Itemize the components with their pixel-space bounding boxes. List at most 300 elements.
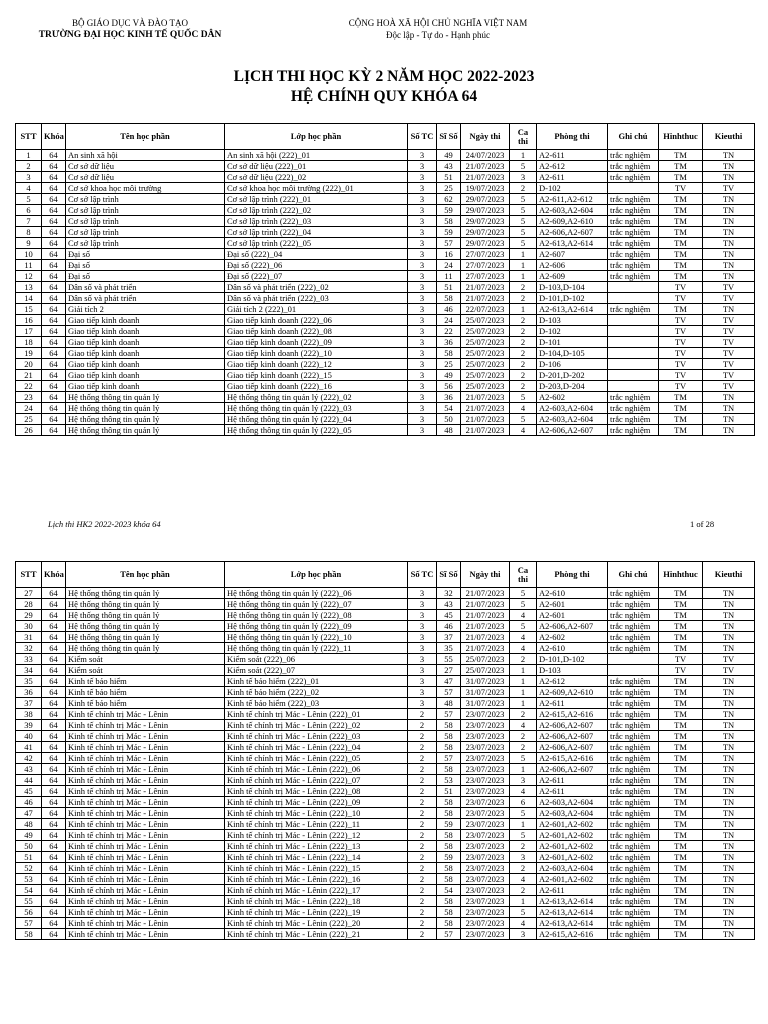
col-ghi-chu-cell: trắc nghiệm (608, 216, 659, 227)
col-si-so-header: Sĩ Số (437, 124, 461, 150)
table-row (16, 720, 755, 731)
col-khoa-cell: 64 (42, 731, 66, 742)
col-lop-hoc-phan-cell: Kinh tế chính trị Mác - Lênin (222)_01 (225, 709, 408, 720)
col-ca-thi-cell: 2 (510, 731, 537, 742)
col-ghi-chu-cell: trắc nghiệm (608, 392, 659, 403)
col-so-tc-cell: 3 (408, 414, 437, 425)
col-so-tc-cell: 2 (408, 720, 437, 731)
col-so-tc-cell: 2 (408, 775, 437, 786)
col-lop-hoc-phan-cell: Kinh tế chính trị Mác - Lênin (222)_02 (225, 720, 408, 731)
col-hinhthuc-cell: TM (659, 304, 703, 315)
col-ngay-thi-cell: 23/07/2023 (461, 786, 510, 797)
col-ghi-chu-cell: trắc nghiệm (608, 819, 659, 830)
col-stt-cell: 51 (16, 852, 42, 863)
col-hinhthuc-cell: TM (659, 227, 703, 238)
col-phong-thi-cell: A2-601,A2-602 (537, 819, 608, 830)
col-lop-hoc-phan-cell: Dân số và phát triển (222)_03 (225, 293, 408, 304)
col-hinhthuc-cell: TM (659, 194, 703, 205)
col-hinhthuc-cell: TM (659, 918, 703, 929)
col-kieuthi-cell: TN (703, 753, 755, 764)
col-khoa-cell: 64 (42, 676, 66, 687)
col-phong-thi-header: Phòng thi (537, 562, 608, 588)
col-lop-hoc-phan-cell: Hệ thống thông tin quản lý (222)_07 (225, 599, 408, 610)
col-so-tc-cell: 2 (408, 929, 437, 940)
col-khoa-cell: 64 (42, 819, 66, 830)
col-khoa-cell: 64 (42, 786, 66, 797)
col-ghi-chu-cell (608, 315, 659, 326)
col-ten-hoc-phan-cell: Giao tiếp kinh doanh (66, 326, 225, 337)
col-stt-cell: 49 (16, 830, 42, 841)
col-khoa-cell: 64 (42, 381, 66, 392)
col-kieuthi-cell: TN (703, 227, 755, 238)
col-so-tc-cell: 3 (408, 194, 437, 205)
col-ca-thi-header: Ca thi (510, 124, 537, 150)
col-phong-thi-cell: A2-603,A2-604 (537, 205, 608, 216)
col-kieuthi-cell: TV (703, 381, 755, 392)
col-ghi-chu-cell: trắc nghiệm (608, 161, 659, 172)
col-phong-thi-cell: A2-606,A2-607 (537, 731, 608, 742)
col-kieuthi-cell: TV (703, 315, 755, 326)
col-stt-cell: 37 (16, 698, 42, 709)
col-stt-cell: 9 (16, 238, 42, 249)
col-lop-hoc-phan-cell: Hệ thống thông tin quản lý (222)_04 (225, 414, 408, 425)
col-ngay-thi-cell: 27/07/2023 (461, 249, 510, 260)
table-row (16, 632, 755, 643)
col-lop-hoc-phan-cell: Kinh tế chính trị Mác - Lênin (222)_13 (225, 841, 408, 852)
table-row (16, 205, 755, 216)
col-ghi-chu-cell: trắc nghiệm (608, 425, 659, 436)
col-khoa-cell: 64 (42, 414, 66, 425)
col-ten-hoc-phan-cell: Hệ thống thông tin quản lý (66, 621, 225, 632)
col-lop-hoc-phan-cell: Giải tích 2 (222)_01 (225, 304, 408, 315)
col-stt-cell: 19 (16, 348, 42, 359)
col-so-tc-cell: 2 (408, 786, 437, 797)
col-lop-hoc-phan-cell: Kinh tế chính trị Mác - Lênin (222)_19 (225, 907, 408, 918)
col-phong-thi-cell: A2-601,A2-602 (537, 830, 608, 841)
col-khoa-cell: 64 (42, 337, 66, 348)
col-ghi-chu-cell: trắc nghiệm (608, 632, 659, 643)
col-hinhthuc-cell: TM (659, 863, 703, 874)
col-si-so-cell: 59 (437, 227, 461, 238)
col-hinhthuc-cell: TM (659, 643, 703, 654)
col-ngay-thi-cell: 23/07/2023 (461, 742, 510, 753)
col-ngay-thi-cell: 21/07/2023 (461, 621, 510, 632)
col-kieuthi-cell: TN (703, 808, 755, 819)
col-so-tc-cell: 3 (408, 161, 437, 172)
col-hinhthuc-cell: TM (659, 929, 703, 940)
col-kieuthi-cell: TV (703, 654, 755, 665)
col-si-so-cell: 59 (437, 819, 461, 830)
col-lop-hoc-phan-cell: Kinh tế chính trị Mác - Lênin (222)_09 (225, 797, 408, 808)
col-stt-cell: 41 (16, 742, 42, 753)
col-si-so-header: Sĩ Số (437, 562, 461, 588)
col-ten-hoc-phan-cell: Giao tiếp kinh doanh (66, 348, 225, 359)
col-ghi-chu-cell: trắc nghiệm (608, 841, 659, 852)
col-stt-cell: 44 (16, 775, 42, 786)
col-ca-thi-cell: 2 (510, 183, 537, 194)
col-si-so-cell: 22 (437, 326, 461, 337)
col-ca-thi-cell: 2 (510, 381, 537, 392)
col-kieuthi-cell: TN (703, 786, 755, 797)
col-hinhthuc-cell: TM (659, 687, 703, 698)
col-phong-thi-cell: A2-615,A2-616 (537, 709, 608, 720)
col-phong-thi-cell: A2-615,A2-616 (537, 929, 608, 940)
col-phong-thi-cell: D-201,D-202 (537, 370, 608, 381)
col-ghi-chu-cell (608, 326, 659, 337)
col-ngay-thi-cell: 23/07/2023 (461, 874, 510, 885)
col-ten-hoc-phan-cell: Kinh tế chính trị Mác - Lênin (66, 841, 225, 852)
col-phong-thi-cell: A2-606 (537, 260, 608, 271)
col-si-so-cell: 57 (437, 753, 461, 764)
col-si-so-cell: 58 (437, 918, 461, 929)
col-so-tc-cell: 3 (408, 326, 437, 337)
col-si-so-cell: 24 (437, 260, 461, 271)
table-row (16, 326, 755, 337)
col-ngay-thi-cell: 23/07/2023 (461, 753, 510, 764)
col-khoa-cell: 64 (42, 632, 66, 643)
col-si-so-cell: 16 (437, 249, 461, 260)
col-kieuthi-cell: TN (703, 621, 755, 632)
col-si-so-cell: 27 (437, 665, 461, 676)
col-lop-hoc-phan-cell: Kinh tế chính trị Mác - Lênin (222)_11 (225, 819, 408, 830)
table-row (16, 392, 755, 403)
col-khoa-cell: 64 (42, 907, 66, 918)
table-row (16, 654, 755, 665)
col-ten-hoc-phan-cell: Hệ thống thông tin quản lý (66, 403, 225, 414)
institution-header (20, 17, 240, 41)
col-kieuthi-cell: TN (703, 676, 755, 687)
col-lop-hoc-phan-cell: Kinh tế bảo hiểm (222)_02 (225, 687, 408, 698)
col-hinhthuc-cell: TV (659, 293, 703, 304)
col-kieuthi-cell: TV (703, 348, 755, 359)
col-so-tc-cell: 2 (408, 885, 437, 896)
national-header (318, 17, 558, 41)
col-ten-hoc-phan-cell: Kiểm soát (66, 665, 225, 676)
table-row (16, 150, 755, 161)
col-lop-hoc-phan-cell: Giao tiếp kinh doanh (222)_09 (225, 337, 408, 348)
col-kieuthi-cell: TN (703, 632, 755, 643)
col-kieuthi-cell: TN (703, 172, 755, 183)
table-row (16, 676, 755, 687)
col-kieuthi-cell: TN (703, 918, 755, 929)
col-kieuthi-cell: TN (703, 643, 755, 654)
col-si-so-cell: 59 (437, 205, 461, 216)
col-stt-cell: 2 (16, 161, 42, 172)
col-ca-thi-cell: 3 (510, 172, 537, 183)
col-lop-hoc-phan-cell: Giao tiếp kinh doanh (222)_16 (225, 381, 408, 392)
col-ca-thi-cell: 1 (510, 150, 537, 161)
col-lop-hoc-phan-cell: Kinh tế chính trị Mác - Lênin (222)_04 (225, 742, 408, 753)
col-so-tc-cell: 2 (408, 907, 437, 918)
col-ten-hoc-phan-cell: Kinh tế chính trị Mác - Lênin (66, 885, 225, 896)
col-phong-thi-cell: A2-611,A2-612 (537, 194, 608, 205)
col-kieuthi-cell: TN (703, 403, 755, 414)
col-hinhthuc-cell: TM (659, 632, 703, 643)
col-phong-thi-cell: D-104,D-105 (537, 348, 608, 359)
col-stt-cell: 16 (16, 315, 42, 326)
table-row (16, 249, 755, 260)
col-kieuthi-cell: TN (703, 874, 755, 885)
col-lop-hoc-phan-cell: Kinh tế chính trị Mác - Lênin (222)_07 (225, 775, 408, 786)
col-lop-hoc-phan-cell: Đại số (222)_07 (225, 271, 408, 282)
col-stt-cell: 14 (16, 293, 42, 304)
col-ten-hoc-phan-cell: Kinh tế chính trị Mác - Lênin (66, 764, 225, 775)
col-ghi-chu-cell (608, 370, 659, 381)
col-phong-thi-cell: A2-611 (537, 698, 608, 709)
table-row (16, 588, 755, 599)
col-stt-cell: 35 (16, 676, 42, 687)
col-hinhthuc-cell: TM (659, 753, 703, 764)
col-phong-thi-cell: A2-603,A2-604 (537, 808, 608, 819)
col-ghi-chu-cell: trắc nghiệm (608, 929, 659, 940)
col-ghi-chu-cell: trắc nghiệm (608, 621, 659, 632)
col-phong-thi-cell: D-101 (537, 337, 608, 348)
col-kieuthi-cell: TN (703, 610, 755, 621)
col-so-tc-cell: 2 (408, 808, 437, 819)
col-ten-hoc-phan-cell: Kinh tế chính trị Mác - Lênin (66, 808, 225, 819)
table-row (16, 918, 755, 929)
col-ca-thi-cell: 5 (510, 161, 537, 172)
col-ca-thi-cell: 3 (510, 852, 537, 863)
col-so-tc-cell: 3 (408, 337, 437, 348)
col-ghi-chu-cell: trắc nghiệm (608, 238, 659, 249)
col-ghi-chu-cell: trắc nghiệm (608, 907, 659, 918)
col-kieuthi-cell: TN (703, 194, 755, 205)
col-si-so-cell: 49 (437, 370, 461, 381)
col-hinhthuc-cell: TM (659, 216, 703, 227)
col-si-so-cell: 58 (437, 863, 461, 874)
col-ghi-chu-cell: trắc nghiệm (608, 643, 659, 654)
col-ghi-chu-cell: trắc nghiệm (608, 709, 659, 720)
col-ca-thi-cell: 3 (510, 929, 537, 940)
col-kieuthi-cell: TV (703, 293, 755, 304)
table-row (16, 315, 755, 326)
col-kieuthi-cell: TN (703, 929, 755, 940)
col-ghi-chu-cell: trắc nghiệm (608, 610, 659, 621)
col-khoa-cell: 64 (42, 359, 66, 370)
col-khoa-cell: 64 (42, 896, 66, 907)
col-phong-thi-cell: A2-611 (537, 150, 608, 161)
col-khoa-cell: 64 (42, 929, 66, 940)
col-hinhthuc-cell: TM (659, 425, 703, 436)
col-si-so-cell: 58 (437, 797, 461, 808)
col-ngay-thi-cell: 21/07/2023 (461, 392, 510, 403)
col-phong-thi-cell: A2-606,A2-607 (537, 742, 608, 753)
col-si-so-cell: 57 (437, 238, 461, 249)
col-ghi-chu-cell: trắc nghiệm (608, 260, 659, 271)
col-khoa-header: Khóa (42, 124, 66, 150)
col-si-so-cell: 35 (437, 643, 461, 654)
col-stt-cell: 39 (16, 720, 42, 731)
col-ca-thi-cell: 4 (510, 786, 537, 797)
col-ngay-thi-cell: 25/07/2023 (461, 315, 510, 326)
col-ca-thi-cell: 6 (510, 797, 537, 808)
col-so-tc-cell: 3 (408, 271, 437, 282)
col-ngay-thi-cell: 23/07/2023 (461, 863, 510, 874)
ministry-name: BỘ GIÁO DỤC VÀ ĐÀO TẠO (72, 18, 188, 28)
col-ngay-thi-cell: 25/07/2023 (461, 665, 510, 676)
col-so-tc-cell: 3 (408, 599, 437, 610)
col-ghi-chu-cell: trắc nghiệm (608, 676, 659, 687)
col-ghi-chu-cell: trắc nghiệm (608, 753, 659, 764)
col-kieuthi-cell: TN (703, 249, 755, 260)
col-khoa-cell: 64 (42, 852, 66, 863)
col-stt-cell: 58 (16, 929, 42, 940)
col-phong-thi-cell: D-106 (537, 359, 608, 370)
table-row (16, 260, 755, 271)
col-si-so-cell: 58 (437, 348, 461, 359)
col-lop-hoc-phan-cell: Giao tiếp kinh doanh (222)_08 (225, 326, 408, 337)
col-lop-hoc-phan-cell: Kinh tế chính trị Mác - Lênin (222)_05 (225, 753, 408, 764)
col-phong-thi-cell: A2-602 (537, 632, 608, 643)
col-ngay-thi-cell: 21/07/2023 (461, 632, 510, 643)
table-row (16, 874, 755, 885)
col-phong-thi-cell: D-103 (537, 665, 608, 676)
table-row (16, 183, 755, 194)
col-phong-thi-cell: A2-613,A2-614 (537, 918, 608, 929)
col-so-tc-cell: 3 (408, 348, 437, 359)
col-hinhthuc-cell: TM (659, 885, 703, 896)
col-ghi-chu-cell (608, 293, 659, 304)
table-row (16, 227, 755, 238)
republic-name: CỘNG HOÀ XÃ HỘI CHỦ NGHĨA VIỆT NAM (348, 18, 528, 28)
table-row (16, 425, 755, 436)
col-lop-hoc-phan-cell: Hệ thống thông tin quản lý (222)_10 (225, 632, 408, 643)
col-hinhthuc-cell: TM (659, 150, 703, 161)
col-hinhthuc-cell: TV (659, 315, 703, 326)
col-khoa-cell: 64 (42, 808, 66, 819)
col-ngay-thi-cell: 21/07/2023 (461, 403, 510, 414)
col-khoa-cell: 64 (42, 830, 66, 841)
table-row (16, 337, 755, 348)
col-ghi-chu-cell: trắc nghiệm (608, 687, 659, 698)
table-row (16, 621, 755, 632)
col-kieuthi-cell: TN (703, 896, 755, 907)
col-ngay-thi-cell: 25/07/2023 (461, 381, 510, 392)
col-si-so-cell: 51 (437, 172, 461, 183)
col-lop-hoc-phan-cell: Cơ sở lập trình (222)_03 (225, 216, 408, 227)
col-so-tc-cell: 2 (408, 841, 437, 852)
col-ca-thi-cell: 1 (510, 896, 537, 907)
col-hinhthuc-cell: TV (659, 326, 703, 337)
col-phong-thi-cell: A2-612 (537, 161, 608, 172)
col-si-so-cell: 11 (437, 271, 461, 282)
col-hinhthuc-cell: TM (659, 392, 703, 403)
col-hinhthuc-cell: TM (659, 786, 703, 797)
col-ca-thi-cell: 2 (510, 326, 537, 337)
col-so-tc-cell: 2 (408, 753, 437, 764)
col-ghi-chu-cell: trắc nghiệm (608, 896, 659, 907)
col-ngay-thi-cell: 23/07/2023 (461, 918, 510, 929)
col-phong-thi-cell: A2-606,A2-607 (537, 621, 608, 632)
col-hinhthuc-cell: TV (659, 654, 703, 665)
col-ten-hoc-phan-cell: Đại số (66, 271, 225, 282)
col-so-tc-cell: 3 (408, 425, 437, 436)
col-hinhthuc-cell: TM (659, 841, 703, 852)
col-lop-hoc-phan-cell: Cơ sở lập trình (222)_02 (225, 205, 408, 216)
col-si-so-cell: 58 (437, 720, 461, 731)
col-si-so-cell: 58 (437, 808, 461, 819)
col-ten-hoc-phan-cell: Giao tiếp kinh doanh (66, 359, 225, 370)
col-kieuthi-cell: TN (703, 425, 755, 436)
col-ten-hoc-phan-cell: Đại số (66, 249, 225, 260)
col-phong-thi-cell: A2-609,A2-610 (537, 216, 608, 227)
col-ten-hoc-phan-cell: Cơ sở dữ liệu (66, 172, 225, 183)
col-stt-cell: 52 (16, 863, 42, 874)
col-ca-thi-cell: 5 (510, 621, 537, 632)
col-stt-cell: 48 (16, 819, 42, 830)
col-so-tc-cell: 2 (408, 797, 437, 808)
table-header-row (16, 562, 755, 588)
col-stt-cell: 11 (16, 260, 42, 271)
col-ca-thi-cell: 5 (510, 907, 537, 918)
col-kieuthi-cell: TN (703, 161, 755, 172)
col-kieuthi-cell: TN (703, 150, 755, 161)
col-si-so-cell: 32 (437, 588, 461, 599)
col-so-tc-cell: 3 (408, 687, 437, 698)
col-kieuthi-cell: TN (703, 414, 755, 425)
col-phong-thi-cell: A2-602 (537, 392, 608, 403)
col-kieuthi-cell: TN (703, 775, 755, 786)
col-ten-hoc-phan-cell: Giao tiếp kinh doanh (66, 337, 225, 348)
col-ten-hoc-phan-cell: Hệ thống thông tin quản lý (66, 643, 225, 654)
col-ghi-chu-cell: trắc nghiệm (608, 731, 659, 742)
col-khoa-cell: 64 (42, 918, 66, 929)
col-ca-thi-cell: 5 (510, 414, 537, 425)
col-si-so-cell: 43 (437, 599, 461, 610)
col-ca-thi-cell: 5 (510, 194, 537, 205)
table-row (16, 610, 755, 621)
col-khoa-cell: 64 (42, 709, 66, 720)
col-phong-thi-cell: A2-603,A2-604 (537, 863, 608, 874)
col-ten-hoc-phan-cell: Kinh tế chính trị Mác - Lênin (66, 709, 225, 720)
table-row (16, 414, 755, 425)
col-khoa-cell: 64 (42, 293, 66, 304)
col-hinhthuc-cell: TM (659, 698, 703, 709)
col-phong-thi-cell: A2-612 (537, 676, 608, 687)
col-ten-hoc-phan-cell: Cơ sở dữ liệu (66, 161, 225, 172)
col-lop-hoc-phan-cell: Kinh tế chính trị Mác - Lênin (222)_20 (225, 918, 408, 929)
col-phong-thi-cell: D-101,D-102 (537, 654, 608, 665)
col-si-so-cell: 48 (437, 425, 461, 436)
col-phong-thi-cell: A2-613,A2-614 (537, 896, 608, 907)
table-row (16, 852, 755, 863)
col-so-tc-cell: 2 (408, 918, 437, 929)
col-ten-hoc-phan-cell: Đại số (66, 260, 225, 271)
col-stt-header: STT (16, 562, 42, 588)
col-so-tc-cell: 3 (408, 216, 437, 227)
col-khoa-cell: 64 (42, 797, 66, 808)
col-stt-cell: 56 (16, 907, 42, 918)
col-si-so-cell: 37 (437, 632, 461, 643)
col-ca-thi-cell: 1 (510, 249, 537, 260)
col-ten-hoc-phan-cell: Cơ sở lập trình (66, 227, 225, 238)
col-hinhthuc-cell: TM (659, 742, 703, 753)
col-ngay-thi-cell: 19/07/2023 (461, 183, 510, 194)
col-ca-thi-cell: 1 (510, 819, 537, 830)
national-motto: Độc lập - Tự do - Hạnh phúc (386, 30, 490, 40)
col-ghi-chu-cell: trắc nghiệm (608, 150, 659, 161)
col-stt-cell: 10 (16, 249, 42, 260)
col-ca-thi-cell: 3 (510, 775, 537, 786)
col-ngay-thi-cell: 25/07/2023 (461, 359, 510, 370)
col-lop-hoc-phan-cell: Cơ sở dữ liệu (222)_01 (225, 161, 408, 172)
col-si-so-cell: 58 (437, 830, 461, 841)
col-ngay-thi-cell: 27/07/2023 (461, 260, 510, 271)
col-ngay-thi-cell: 23/07/2023 (461, 841, 510, 852)
col-ngay-thi-cell: 25/07/2023 (461, 337, 510, 348)
col-ngay-thi-cell: 23/07/2023 (461, 764, 510, 775)
